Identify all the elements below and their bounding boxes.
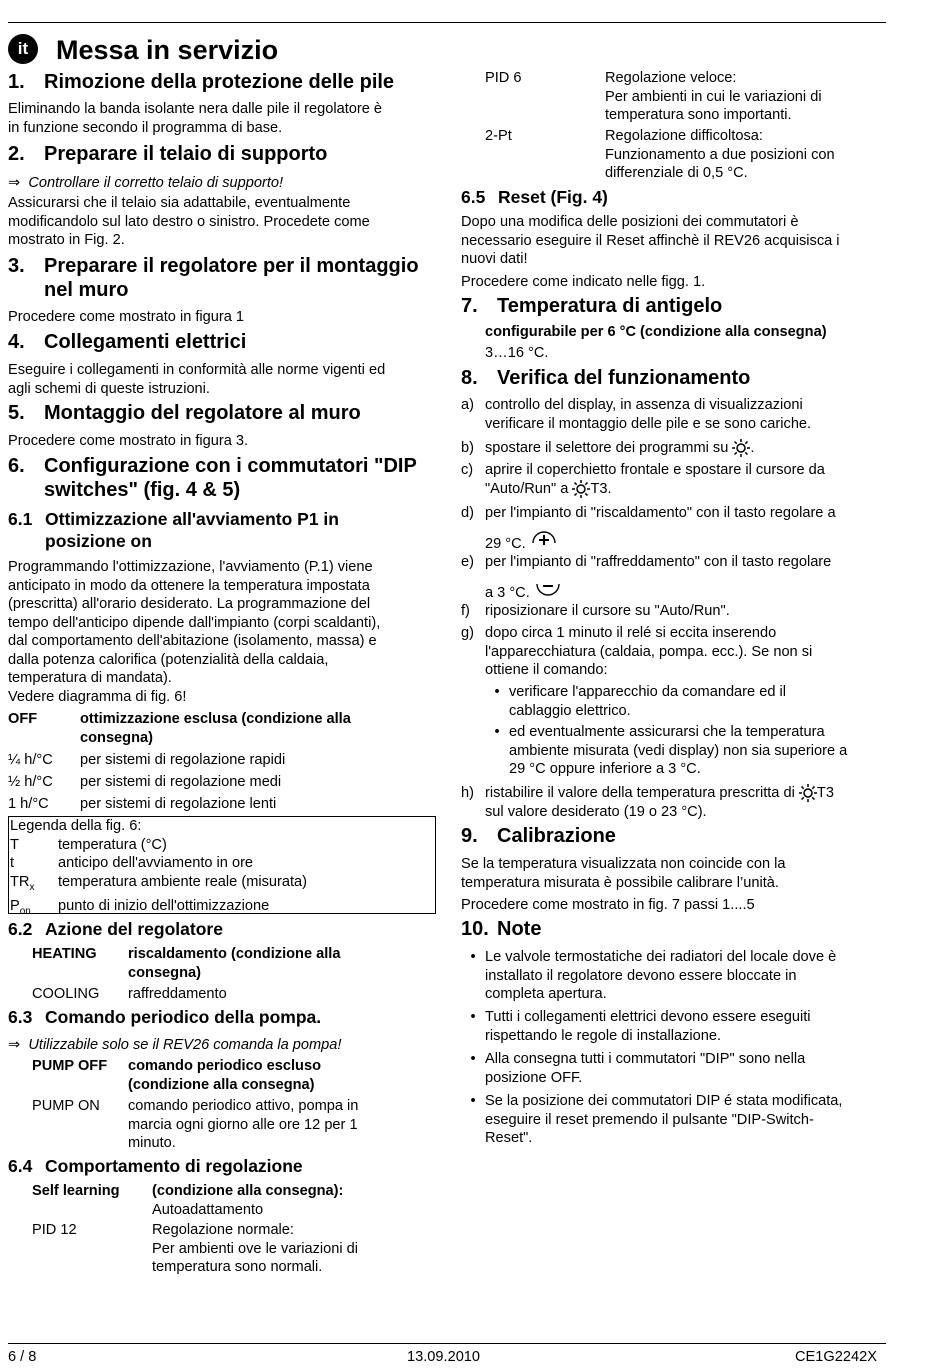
sun-icon: [799, 784, 817, 802]
step-e: e) per l'impianto di "raffreddamento" con il tasto regolare a 3 °C.: [461, 554, 832, 601]
bullet-icon: •: [470, 1051, 476, 1067]
2pt-row: 2-Pt Regolazione difficoltosa: Funzionamento a due posizioni con differenziale di 0,5 °C.: [485, 128, 835, 181]
section-9-text-2: Procedere come mostrato in fig. 7 passi 1....5: [461, 897, 755, 913]
sun-icon: [732, 439, 750, 457]
section-7-heading: 7. Temperatura di antigelo: [461, 295, 723, 317]
pump-off-row: PUMP OFF comando periodico escluso (condizione alla consegna): [32, 1058, 322, 1093]
minus-button-icon: [534, 576, 562, 600]
section-6-2-heading: 6.2 Azione del regolatore: [8, 919, 223, 939]
option-half: ½ h/°C per sistemi di regolazione medi: [8, 774, 282, 790]
option-quarter: ¼ h/°C per sistemi di regolazione rapidi: [8, 752, 286, 768]
legend-row: t anticipo dell'avviamento in ore: [10, 855, 254, 871]
step-g-bullet: • verificare l'apparecchio da comandare ed il cablaggio elettrico.: [485, 683, 887, 720]
option-off: OFF ottimizzazione esclusa (condizione alla consegna): [8, 711, 351, 746]
section-6-5-text-2: Procedere come indicato nelle figg. 1.: [461, 274, 706, 290]
section-2-text: Assicurarsi che il telaio sia adattabile, eventualmente modificandolo sul lato destro o sinistro. Procedete come mostrato in Fig. 2.: [8, 195, 370, 248]
note-bullet: • Le valvole termostatiche dei radiatori del locale dove è installato il regolatore devono essere bloccate in completa apertura.: [461, 948, 887, 1004]
plus-button-icon: [530, 529, 558, 553]
section-2-heading: 2. Preparare il telaio di supporto: [8, 143, 328, 165]
figure-6-legend: Legenda della fig. 6: T temperatura (°C) t anticipo dell'avviamento in ore $TR_x$ temperatura ambiente reale (misurata) $P_{on}$ punto di inizio dell'ottimizzazione: [8, 816, 436, 914]
step-c: c) aprire il coperchietto frontale e spostare il cursore da "Auto/Run" a T3.: [461, 462, 825, 497]
bullet-icon: •: [470, 1009, 476, 1025]
section-6-1-heading: 6.1 Ottimizzazione all'avviamento P1 in posizione on: [8, 509, 339, 551]
legend-row: T temperatura (°C): [10, 836, 167, 853]
document-date: 13.09.2010: [407, 1349, 481, 1365]
section-8-heading: 8. Verifica del funzionamento: [461, 367, 751, 389]
step-f: f) riposizionare il cursore su "Auto/Run".: [461, 603, 730, 619]
section-4-text: Eseguire i collegamenti in conformità alle norme vigenti ed agli schemi di queste istruzioni.: [8, 362, 386, 397]
note-bullet: • Alla consegna tutti i commutatori "DIP" sono nella posizione OFF.: [461, 1050, 887, 1087]
header-rule: [8, 22, 886, 23]
cooling-row: COOLING raffreddamento: [32, 986, 227, 1002]
section-5-heading: 5. Montaggio del regolatore al muro: [8, 402, 361, 424]
bullet-icon: •: [470, 1093, 476, 1109]
step-g-bullet: • ed eventualmente assicurarsi che la temperatura ambiente misurata (vedi display) non sia superiore a 29 °C oppure inferiore a 3 °C.: [485, 723, 887, 779]
section-9-text: Se la temperatura visualizzata non coincide con la temperatura misurata è possibile calibrare l’unità.: [461, 856, 786, 891]
legend-row: $P_{on}$ punto di inizio dell'ottimizzazione: [10, 897, 270, 917]
section-6-1-text: Programmando l'ottimizzazione, l'avviamento (P.1) viene anticipato in modo da ottenere la temperatura impostata (prescritta) all'orario desiderato. La programmazione del tempo dell'anticipo dipende dall'impianto (corpi scaldanti), dal comportamento dell'abitazione (isolamento, massa) e dalla potenza calorifica (potenzialità della caldaia, temperatura di mandata). Vedere diagramma di fig. 6!: [8, 559, 381, 705]
section-4-heading: 4. Collegamenti elettrici: [8, 331, 247, 353]
section-6-3-note: ⇒ Utilizzabile solo se il REV26 comanda la pompa!: [8, 1037, 342, 1053]
self-learning-row: Self learning (condizione alla consegna): Autoadattamento: [32, 1183, 344, 1218]
antifreeze-range: 3…16 °C.: [485, 345, 549, 361]
section-10-heading: 10. Note: [461, 918, 542, 940]
step-b: b) spostare il selettore dei programmi su .: [461, 440, 755, 456]
bullet-icon: •: [470, 949, 476, 965]
section-6-5-heading: 6.5 Reset (Fig. 4): [461, 187, 608, 207]
document-code: CE1G2242X: [795, 1349, 877, 1365]
arrow-right-icon: ⇒: [8, 175, 21, 191]
footer-rule: [8, 1343, 886, 1344]
section-2-note: ⇒ Controllare il corretto telaio di supporto!: [8, 175, 284, 191]
section-6-heading: 6. Configurazione con i commutatori "DIP switches" (fig. 4 & 5): [8, 455, 417, 501]
page-title: Messa in servizio: [56, 35, 279, 65]
step-a: a) controllo del display, in assenza di visualizzazioni verificare il montaggio delle pile e se sono cariche.: [461, 397, 812, 432]
legend-row: $TR_x$ temperatura ambiente reale (misurata): [10, 873, 308, 893]
page-number: 6 / 8: [8, 1349, 37, 1365]
antifreeze-default: configurabile per 6 °C (condizione alla consegna): [485, 324, 827, 340]
bullet-icon: •: [494, 684, 500, 700]
section-5-text: Procedere come mostrato in figura 3.: [8, 433, 249, 449]
section-6-5-text: Dopo una modifica delle posizioni dei commutatori è necessario eseguire il Reset affinchè il REV26 acquisisca i nuovi dati!: [461, 214, 840, 267]
pid6-row: PID 6 Regolazione veloce: Per ambienti in cui le variazioni di temperatura sono importanti.: [485, 70, 822, 123]
heating-row: HEATING riscaldamento (condizione alla consegna): [32, 946, 341, 981]
step-h: h) ristabilire il valore della temperatura prescritta di T3 sul valore desiderato (19 o 23 °C).: [461, 785, 834, 820]
section-3-text: Procedere come mostrato in figura 1: [8, 309, 245, 325]
arrow-right-icon: ⇒: [8, 1037, 21, 1053]
pid12-row: PID 12 Regolazione normale: Per ambienti ove le variazioni di temperatura sono normali.: [32, 1222, 359, 1275]
step-g: g) dopo circa 1 minuto il relé si eccita inserendo l'apparecchiatura (caldaia, pompa. ecc.). Se non si ottiene il comando:: [461, 625, 813, 678]
note-bullet: • Tutti i collegamenti elettrici devono essere eseguiti rispettando le regole di installazione.: [461, 1008, 887, 1045]
section-6-4-heading: 6.4 Comportamento di regolazione: [8, 1156, 303, 1176]
bullet-icon: •: [494, 724, 500, 740]
section-1-text: Eliminando la banda isolante nera dalle pile il regolatore è in funzione secondo il programma di base.: [8, 101, 383, 136]
pump-on-row: PUMP ON comando periodico attivo, pompa in marcia ogni giorno alle ore 12 per 1 minuto.: [32, 1098, 359, 1151]
sun-icon: [572, 480, 590, 498]
section-1-heading: 1. Rimozione della protezione delle pile: [8, 71, 395, 93]
note-bullet: • Se la posizione dei commutatori DIP é stata modificata, eseguire il reset premendo il pulsante "DIP-Switch- Reset".: [461, 1092, 887, 1148]
section-6-3-heading: 6.3 Comando periodico della pompa.: [8, 1007, 322, 1027]
section-9-heading: 9. Calibrazione: [461, 825, 616, 847]
language-badge: it: [8, 34, 38, 64]
section-3-heading: 3. Preparare il regolatore per il montaggio nel muro: [8, 255, 419, 301]
option-one-hour: 1 h/°C per sistemi di regolazione lenti: [8, 796, 277, 812]
step-d: d) per l'impianto di "riscaldamento" con il tasto regolare a 29 °C.: [461, 505, 836, 552]
